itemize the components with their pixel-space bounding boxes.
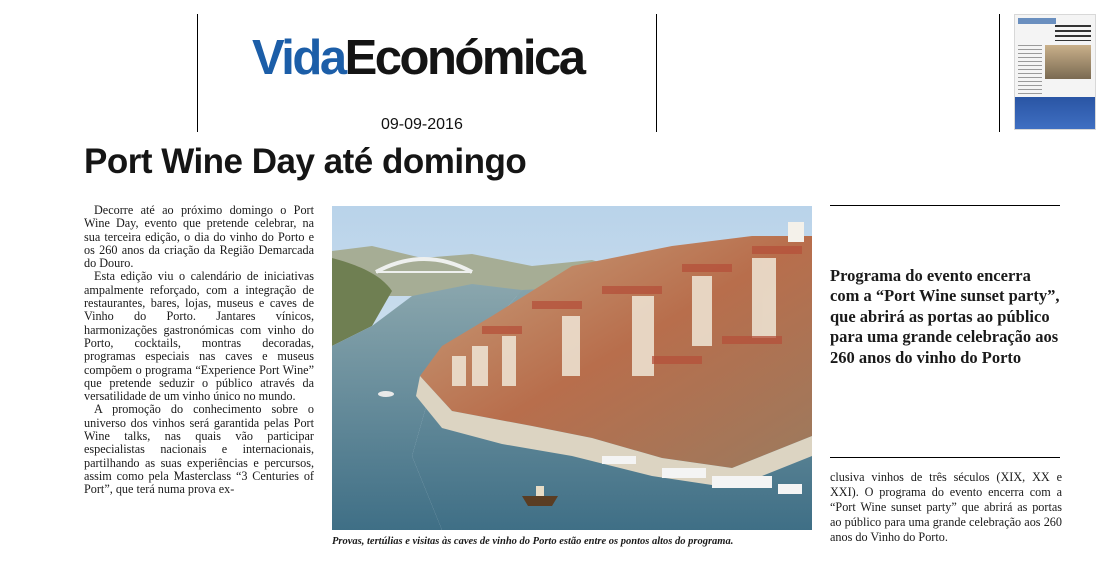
thumbnail-title-lines [1055,25,1091,41]
thumbnail-header-bar [1018,18,1056,24]
masthead-divider-right [999,14,1000,132]
sidebar-top-rule [830,205,1060,206]
photo-caption: Provas, tertúlias e visitas às caves de vinho do Porto estão entre os pontos altos do programa. [332,536,734,547]
article-continuation: clusiva vinhos de três séculos (XIX, XX e XXI). O programa do evento encerra com a “Port Wine sunset party” que abrirá as portas ao público para uma grande celebração aos 260 anos do Vinho do Porto. [830,470,1062,544]
publication-date: 09-09-2016 [381,116,463,133]
article-paragraph: Decorre até ao próximo domingo o Port Wine Day, evento que pretende celebrar, na sua terceira edição, o dia do vinho do Porto e os 260 anos da criação da Região Demarcada do Douro. [84,203,314,271]
article-headline: Port Wine Day até domingo [84,142,527,181]
pull-quote: Programa do evento encerra com a “Port Wine sunset party”, que abrirá as portas ao público para uma grande celebração aos 260 anos do vinho do Porto [830,266,1060,367]
thumbnail-photo [1045,45,1091,79]
sidebar-bottom-rule [830,457,1060,458]
masthead-divider-left [197,14,198,132]
newspaper-page-thumbnail-icon [1014,14,1096,130]
thumbnail-blue-ad [1015,97,1095,129]
masthead-divider-center [656,14,657,132]
porto-river-photo [332,206,812,530]
article-paragraph: A promoção do conhecimento sobre o universo dos vinhos será garantida pelas Port Wine talks, nas quais vão participar especialistas nacionais e internacionais, partilhando as suas experiências e percursos, assim como pela Masterclass “3 Centuries of Port”, que terá numa prova ex- [84,402,314,497]
article-body [84,204,314,497]
article-paragraph: Esta edição viu o calendário de iniciativas ampalmente reforçado, com a integração de restaurantes, bares, lojas, museus e caves de Vinho do Porto. Jantares vínicos, harmonizações gastronómicas com vinho do Porto, cocktails, montras decoradas, programas especiais nas caves e museus compõem o programa “Experience Port Wine” que pretende seduzir o público através da versatilidade de um vinho único no mundo. [84,269,314,404]
vida-economica-logo [252,28,584,88]
logo-text-economica: Económica [344,31,584,85]
logo-text-vida: Vida [252,31,345,85]
